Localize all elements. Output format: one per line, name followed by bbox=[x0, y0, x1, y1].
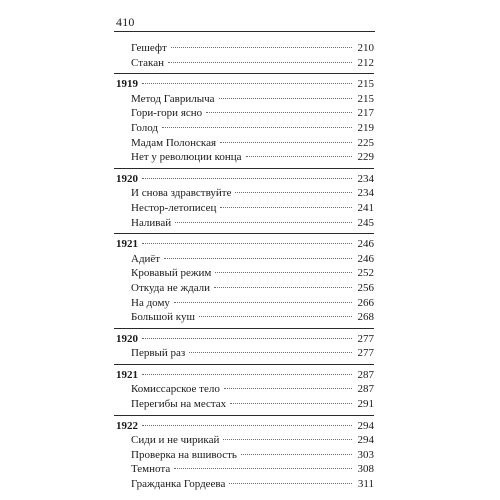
dot-leader bbox=[142, 338, 352, 339]
toc-section bbox=[114, 172, 374, 234]
chapter-title: Перегибы на местах bbox=[131, 398, 227, 411]
page-ref: 294 bbox=[357, 419, 374, 432]
dot-leader bbox=[142, 83, 352, 84]
chapter-title: Нет у революции конца bbox=[131, 151, 242, 164]
page-ref: 225 bbox=[357, 136, 374, 149]
toc-chapter-entry bbox=[114, 216, 374, 231]
dot-leader bbox=[189, 352, 352, 353]
toc-section bbox=[114, 419, 374, 495]
toc-chapter-entry bbox=[114, 186, 374, 201]
toc-section bbox=[114, 237, 374, 329]
table-of-contents bbox=[114, 41, 374, 498]
dot-leader bbox=[223, 439, 352, 440]
chapter-title: На дому bbox=[131, 296, 170, 309]
page-ref: 219 bbox=[357, 121, 374, 134]
page-ref: 294 bbox=[357, 434, 374, 447]
chapter-title: Гешефт bbox=[131, 42, 167, 54]
toc-chapter-entry bbox=[114, 397, 374, 412]
year-title: 1922 bbox=[116, 419, 138, 432]
page-ref: 241 bbox=[357, 201, 374, 214]
dot-leader bbox=[168, 62, 352, 63]
toc-chapter-entry bbox=[114, 92, 374, 107]
dot-leader bbox=[214, 287, 352, 288]
toc-chapter-entry bbox=[114, 346, 374, 361]
chapter-title: Первый раз bbox=[131, 347, 186, 360]
page-ref: 287 bbox=[357, 368, 374, 381]
toc-chapter-entry bbox=[114, 106, 374, 121]
page-ref: 252 bbox=[357, 267, 374, 280]
dot-leader bbox=[215, 272, 352, 273]
chapter-title: Наливай bbox=[131, 216, 172, 229]
toc-section bbox=[114, 41, 374, 74]
chapter-title: Комиссарское тело bbox=[131, 383, 220, 396]
page-ref: 291 bbox=[357, 398, 374, 411]
dot-leader bbox=[175, 222, 352, 223]
toc-chapter-entry bbox=[114, 281, 374, 296]
page-ref: 245 bbox=[357, 216, 374, 229]
chapter-title: Темнота bbox=[131, 463, 171, 476]
toc-section bbox=[114, 332, 374, 365]
year-title: 1921 bbox=[116, 368, 138, 381]
page-ref: 212 bbox=[357, 56, 374, 69]
toc-chapter-entry bbox=[114, 296, 374, 311]
toc-chapter-entry bbox=[114, 462, 374, 477]
toc-year-heading bbox=[114, 419, 374, 434]
year-title: 1920 bbox=[116, 332, 138, 345]
header-rule bbox=[114, 31, 375, 32]
dot-leader bbox=[142, 178, 352, 179]
chapter-title: Мадам Полонская bbox=[131, 136, 217, 149]
toc-year-heading bbox=[114, 172, 374, 187]
toc-chapter-entry bbox=[114, 477, 374, 492]
dot-leader bbox=[235, 192, 352, 193]
toc-year-heading bbox=[114, 237, 374, 252]
toc-chapter-entry bbox=[114, 41, 374, 56]
page-ref: 234 bbox=[357, 172, 374, 185]
page-ref: 311 bbox=[357, 478, 374, 491]
dot-leader bbox=[142, 374, 352, 375]
dot-leader bbox=[142, 425, 352, 426]
chapter-title: Проверка на вшивость bbox=[131, 448, 237, 461]
page-ref: 217 bbox=[357, 107, 374, 120]
toc-year-heading bbox=[114, 368, 374, 383]
chapter-title: Гори-гори ясно bbox=[131, 107, 203, 120]
dot-leader bbox=[174, 302, 352, 303]
toc-chapter-entry bbox=[114, 201, 374, 216]
toc-chapter-entry bbox=[114, 448, 374, 463]
page-ref: 215 bbox=[357, 92, 374, 105]
dot-leader bbox=[246, 156, 352, 157]
page-ref: 287 bbox=[357, 383, 374, 396]
page-ref: 246 bbox=[357, 238, 374, 251]
dot-leader bbox=[164, 258, 352, 259]
chapter-title: Большой куш bbox=[131, 311, 195, 324]
dot-leader bbox=[230, 403, 352, 404]
page-ref: 268 bbox=[357, 311, 374, 324]
dot-leader bbox=[171, 47, 352, 48]
toc-chapter-entry bbox=[114, 266, 374, 281]
toc-chapter-entry bbox=[114, 56, 374, 71]
page-ref: 277 bbox=[357, 347, 374, 360]
toc-year-heading bbox=[114, 332, 374, 347]
chapter-title: Кровавый режим bbox=[131, 267, 212, 280]
dot-leader bbox=[224, 388, 352, 389]
page-ref: 210 bbox=[357, 42, 374, 54]
chapter-title: Сиди и не чирикай bbox=[131, 434, 220, 447]
chapter-title: Гражданка Гордеева bbox=[131, 478, 226, 491]
page-ref: 229 bbox=[357, 151, 374, 164]
chapter-title: Стакан bbox=[131, 56, 164, 69]
page-ref: 246 bbox=[357, 252, 374, 265]
dot-leader bbox=[220, 207, 352, 208]
page-ref: 256 bbox=[357, 281, 374, 294]
toc-chapter-entry bbox=[114, 136, 374, 151]
dot-leader bbox=[219, 98, 352, 99]
toc-chapter-entry bbox=[114, 433, 374, 448]
page-ref: 266 bbox=[357, 296, 374, 309]
toc-section bbox=[114, 368, 374, 416]
dot-leader bbox=[199, 316, 352, 317]
toc-year-heading bbox=[114, 77, 374, 92]
toc-chapter-entry bbox=[114, 150, 374, 165]
page-ref: 234 bbox=[357, 187, 374, 200]
page-ref: 308 bbox=[357, 463, 374, 476]
chapter-title: Адиёт bbox=[131, 252, 161, 265]
chapter-title: Метод Гаврилыча bbox=[131, 92, 215, 105]
toc-chapter-entry bbox=[114, 252, 374, 267]
toc-chapter-entry bbox=[114, 121, 374, 136]
year-title: 1921 bbox=[116, 238, 138, 251]
chapter-title: Нестор-летописец bbox=[131, 201, 217, 214]
chapter-title: Голод bbox=[131, 121, 159, 134]
dot-leader bbox=[206, 112, 352, 113]
dot-leader bbox=[142, 243, 352, 244]
dot-leader bbox=[220, 142, 352, 143]
toc-chapter-entry bbox=[114, 310, 374, 325]
chapter-title: И снова здравствуйте bbox=[131, 187, 232, 200]
page-ref: 277 bbox=[357, 332, 374, 345]
year-title: 1919 bbox=[116, 78, 138, 91]
toc-section bbox=[114, 77, 374, 169]
toc-chapter-entry bbox=[114, 382, 374, 397]
dot-leader bbox=[241, 454, 352, 455]
dot-leader bbox=[174, 468, 352, 469]
year-title: 1920 bbox=[116, 172, 138, 185]
dot-leader bbox=[229, 483, 352, 484]
page-ref: 215 bbox=[357, 78, 374, 91]
page-number: 410 bbox=[116, 15, 135, 29]
dot-leader bbox=[162, 127, 352, 128]
page-ref: 303 bbox=[357, 448, 374, 461]
chapter-title: Откуда не ждали bbox=[131, 281, 211, 294]
